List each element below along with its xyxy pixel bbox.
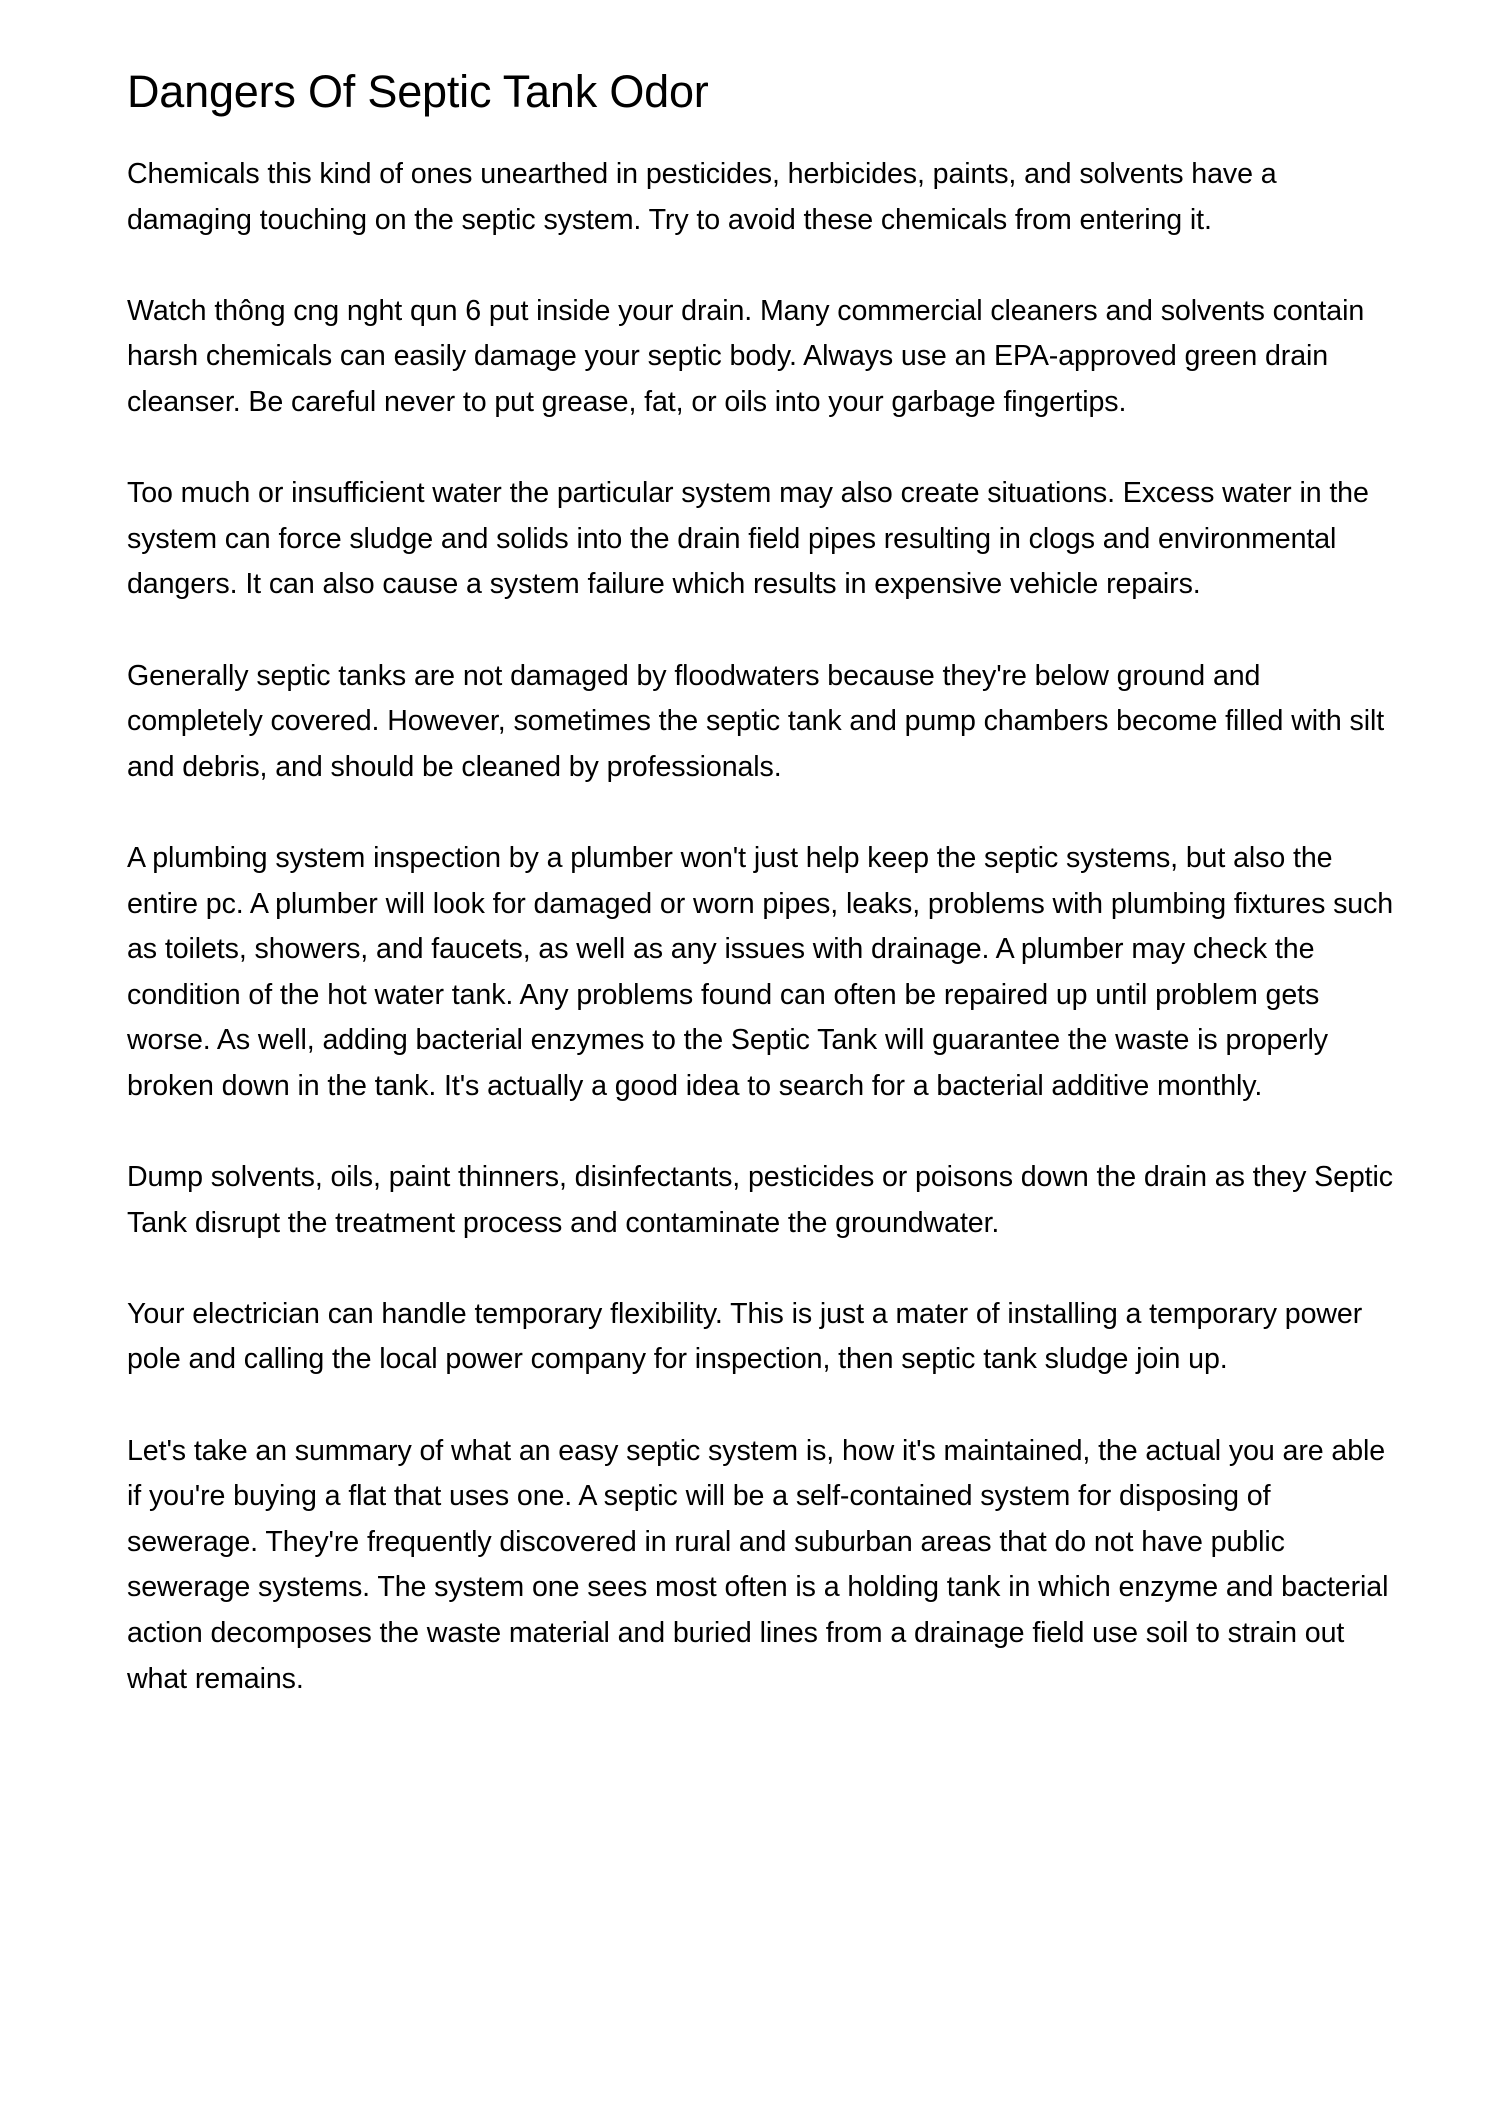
paragraph-septic-summary: Let's take an summary of what an easy septic system is, how it's maintained, the actual you are able if you're buying a flat that uses one. A septic will be a self-contained system for disposing of sewerage. They're frequently discovered in rural and suburban areas that do not have public sewerage systems. The system one sees most often is a holding tank in which enzyme and bacterial action decomposes the waste material and buried lines from a drainage field use soil to strain out what remains. [127, 1434, 1389, 1695]
document-page [127, 62, 1397, 1748]
paragraph-floodwaters: Generally septic tanks are not damaged by floodwaters because they're below ground and completely covered. However, sometimes the septic tank and pump chambers become filled with silt and debris, and should be cleaned by professionals. [127, 659, 1385, 783]
document-title: Dangers Of Septic Tank Odor [127, 66, 709, 117]
paragraph-drain-cleaners: Watch thông cng nght qun 6 put inside your drain. Many commercial cleaners and solvents contain harsh chemicals can easily damage your septic body. Always use an EPA-approved green drain cleanser. Be careful never to put grease, fat, or oils into your garbage fingertips. [127, 294, 1365, 418]
paragraph-plumbing-inspection: A plumbing system inspection by a plumber won't just help keep the septic systems, but also the entire pc. A plumber will look for damaged or worn pipes, leaks, problems with plumbing fixtures such as toilets, showers, and faucets, as well as any issues with drainage. A plumber may check the condition of the hot water tank. Any problems found can often be repaired up until problem gets worse. As well, adding bacterial enzymes to the Septic Tank will guarantee the waste is properly broken down in the tank. It's actually a good idea to search for a bacterial additive monthly. [127, 841, 1394, 1102]
paragraph-dump-solvents: Dump solvents, oils, paint thinners, disinfectants, pesticides or poisons down the drain as they Septic Tank disrupt the treatment process and contaminate the groundwater. [127, 1161, 1393, 1239]
paragraph-electrician: Your electrician can handle temporary flexibility. This is just a mater of installing a temporary power pole and calling the local power company for inspection, then septic tank sludge join up. [127, 1297, 1363, 1376]
paragraph-water-levels: Too much or insufficient water the particular system may also create situations. Excess water in the system can force sludge and solids into the drain field pipes resulting in clogs and environmental dangers. It can also cause a system failure which results in expensive vehicle repairs. [127, 477, 1369, 601]
paragraph-chemicals: Chemicals this kind of ones unearthed in pesticides, herbicides, paints, and solvents have a damaging touching on the septic system. Try to avoid these chemicals from entering it. [127, 158, 1277, 236]
